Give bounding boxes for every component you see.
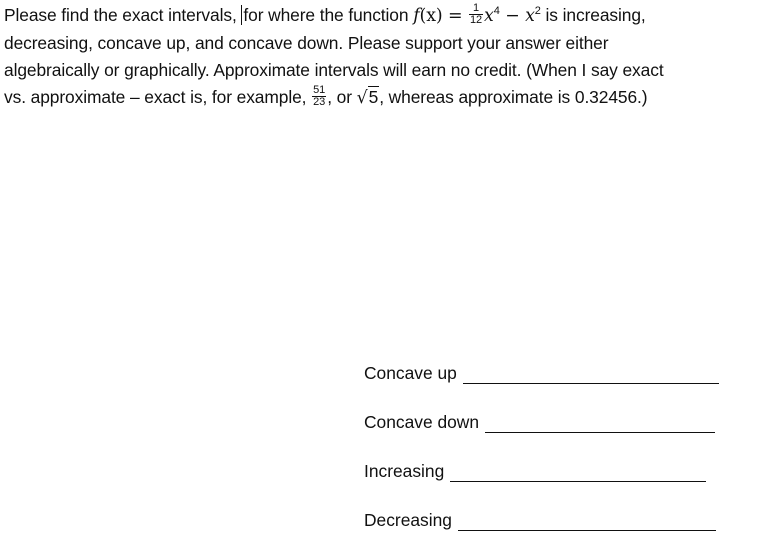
answer-concave-down bbox=[364, 409, 715, 433]
problem-text: Please find the exact intervals, bbox=[4, 5, 242, 25]
answer-blank-concave-down[interactable] bbox=[485, 414, 715, 433]
fraction-denominator: 12 bbox=[469, 13, 482, 26]
radical-sign: √ bbox=[356, 88, 368, 108]
function-argument: (x) = bbox=[419, 6, 468, 26]
answer-concave-up bbox=[364, 360, 719, 384]
answer-label: Decreasing bbox=[364, 510, 452, 530]
problem-text: vs. approximate – exact is, for example, bbox=[4, 87, 312, 107]
problem-text: for where the function bbox=[243, 5, 414, 25]
fraction-numerator: 1 bbox=[469, 3, 483, 15]
math-variable: x bbox=[483, 6, 494, 26]
coefficient-fraction bbox=[469, 3, 483, 26]
problem-line-3: algebraically or graphically. Approximate intervals will earn no credit. (When I say exact bbox=[4, 60, 664, 80]
radicand: 5 bbox=[368, 87, 379, 107]
problem-line-2: decreasing, concave up, and concave down. Please support your answer either bbox=[4, 33, 609, 53]
fraction-denominator: 23 bbox=[313, 95, 326, 108]
answer-blank-increasing[interactable] bbox=[450, 463, 706, 482]
fraction-numerator: 51 bbox=[313, 83, 326, 96]
math-exponent: 4 bbox=[493, 5, 500, 17]
problem-line-4 bbox=[4, 84, 764, 112]
problem-text: , or bbox=[327, 87, 357, 107]
answer-decreasing bbox=[364, 507, 716, 531]
answer-blank-decreasing[interactable] bbox=[458, 512, 716, 531]
answer-label: Concave up bbox=[364, 363, 457, 383]
example-fraction bbox=[312, 85, 326, 108]
math-operator: − bbox=[499, 6, 526, 26]
answer-increasing bbox=[364, 458, 706, 482]
math-variable: x bbox=[525, 6, 535, 26]
problem-text: , whereas approximate is 0.32456.) bbox=[379, 87, 648, 107]
problem-text: is increasing, bbox=[540, 5, 646, 25]
problem-line-1 bbox=[4, 2, 764, 30]
square-root bbox=[357, 88, 380, 108]
answer-blank-concave-up[interactable] bbox=[463, 365, 719, 384]
problem-statement bbox=[4, 2, 764, 112]
answer-label: Concave down bbox=[364, 412, 480, 432]
function-name: f bbox=[413, 6, 420, 26]
math-exponent: 2 bbox=[534, 5, 541, 17]
answer-label: Increasing bbox=[364, 461, 445, 481]
